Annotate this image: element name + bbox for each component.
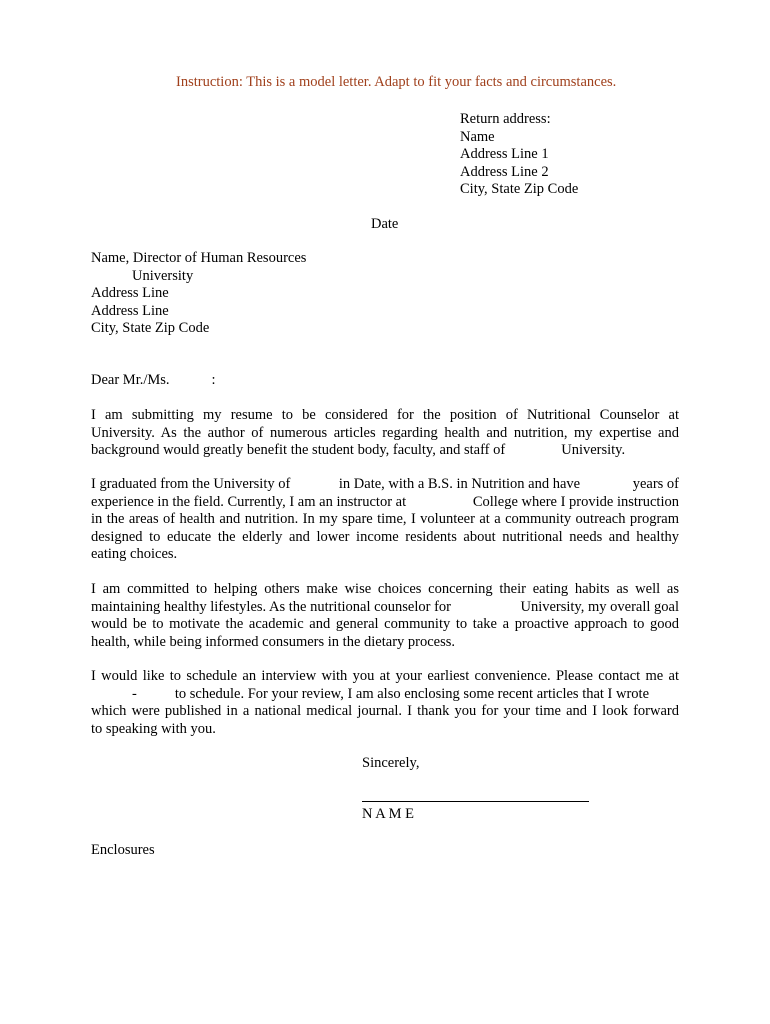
paragraph-2: [91, 476, 679, 564]
p2-line1b: in Date, with a B.S. in Nutrition and have: [338, 476, 581, 492]
p3-line4: health, while being informed consumers in the dietary process.: [91, 633, 456, 650]
p2-line3: in the areas of health and nutrition. In my spare time, I volunteer at a community outreach program: [91, 511, 679, 527]
p2-line1a: I graduated from the University of: [91, 476, 291, 492]
salutation-suffix: :: [211, 372, 216, 388]
enclosures: Enclosures: [91, 842, 155, 858]
p1-line3a: background would greatly benefit the student body, faculty, and staff of: [91, 442, 506, 458]
recipient-city: City, State Zip Code: [91, 320, 210, 336]
salutation-prefix: Dear Mr./Ms.: [91, 372, 170, 388]
p3-line2a: maintaining healthy lifestyles. As the nutritional counselor for: [91, 598, 452, 615]
p4-line3: which were published in a national medical journal. I thank you for your time and I look forward: [91, 703, 679, 719]
p4-line2a: -: [132, 685, 137, 702]
recipient-line2: Address Line: [91, 302, 169, 319]
return-address-name: Name: [460, 128, 495, 145]
p4-line2b: to schedule. For your review, I am also enclosing some recent articles that I wrote: [174, 685, 650, 702]
recipient-org: University: [132, 267, 194, 284]
p4-line1: I would like to schedule an interview with you at your earliest convenience. Please contact me at: [91, 668, 679, 684]
p2-line5: eating choices.: [91, 546, 178, 562]
recipient-name: Name, Director of Human Resources: [91, 250, 307, 266]
p2-line2a: experience in the field. Currently, I am an instructor at: [91, 493, 407, 510]
paragraph-1: [91, 407, 679, 460]
p3-line3: would be to motivate the academic and general community to take a proactive approach to good: [91, 616, 679, 632]
p3-line1: I am committed to helping others make wise choices concerning their eating habits as well as: [91, 581, 679, 597]
signature-name: N A M E: [362, 806, 414, 822]
p2-line1c: years of: [632, 476, 679, 492]
p1-line3b: University.: [561, 442, 626, 458]
salutation: [91, 372, 216, 390]
p2-line2b: College where I provide instruction: [472, 493, 679, 510]
p4-line4: to speaking with you.: [91, 720, 216, 737]
recipient-line1: Address Line: [91, 285, 169, 301]
signature-line: [362, 801, 589, 802]
paragraph-3: [91, 581, 679, 651]
p3-line2b: University, my overall goal: [520, 598, 679, 615]
p2-line4: designed to educate the elderly and lower income residents about nutritional needs and healthy: [91, 528, 679, 545]
return-address: [460, 111, 578, 199]
closing: Sincerely,: [362, 755, 420, 771]
paragraph-4: [91, 668, 679, 738]
return-address-line1: Address Line 1: [460, 146, 549, 162]
letter-date: Date: [371, 216, 399, 232]
recipient-address: [91, 250, 306, 338]
return-address-heading: Return address:: [460, 111, 551, 127]
return-address-city: City, State Zip Code: [460, 181, 579, 197]
p1-line2: University. As the author of numerous articles regarding health and nutrition, my expertise and: [91, 424, 679, 441]
return-address-line2: Address Line 2: [460, 163, 549, 180]
instruction-note: Instruction: This is a model letter. Adapt to fit your facts and circumstances.: [176, 74, 617, 90]
p1-line1: I am submitting my resume to be considered for the position of Nutritional Counselor at: [91, 407, 679, 423]
